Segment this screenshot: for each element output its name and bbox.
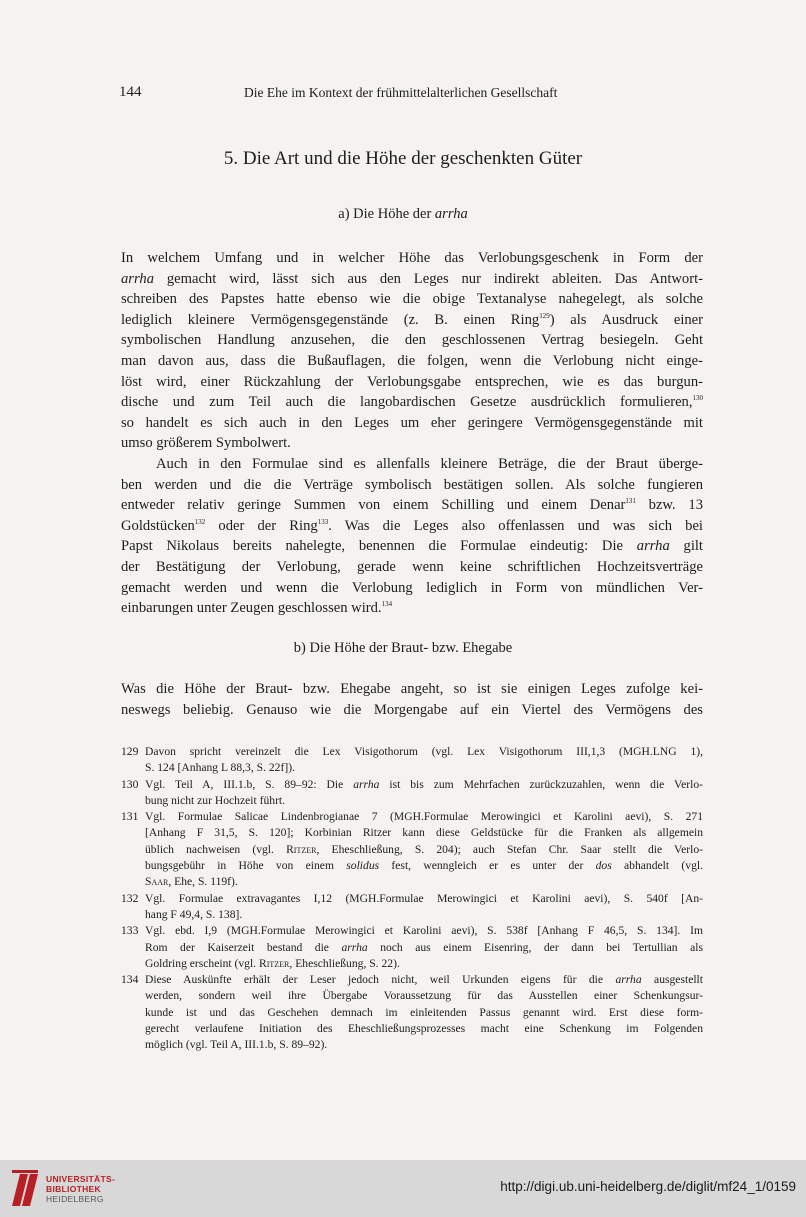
footnote-ref-134[interactable]: 134 (381, 600, 393, 609)
text-line: umso größerem Symbolwert. (121, 435, 291, 452)
footnote-number: 130 (121, 777, 139, 791)
text-line: einbarungen unter Zeugen geschlossen wird.$^{134}$ (121, 600, 393, 617)
footnote-ref-133[interactable]: 133 (317, 517, 329, 526)
page-number: 144 (119, 84, 142, 100)
text-line: löst wird, einer Rückzahlung der Verlobungsgabe entsprechen, wie es das burgun- (121, 373, 703, 390)
text-line: arrha gemacht wird, lässt sich aus den Leges nur indirekt ableiten. Das Antwort- (121, 270, 703, 287)
footnote-number: 132 (121, 891, 139, 905)
library-logo-icon[interactable] (10, 1168, 40, 1208)
footnote-ref-130[interactable]: 130 (692, 394, 703, 403)
footnote-134: 134 Diese Auskünfte erhält der Leser jedoch nicht, weil Urkunden eigens für die arrha ausgestellt werden, sondern weil ihre Übergabe Voraussetzung für das Ausstellen einer Schenkungsur- kunde ist und das Geschehen demnach im einleitenden Passus genannt wird. Erst diese form- gerecht verlaufene Initiation des Eheschließungsprozesses macht eine Schenkung im Folgenden möglich (vgl. Teil A, III.1.b, S. 89–92). (121, 973, 703, 1052)
text-line: symbolischen Handlung anzusehen, die den geschlossenen Vertrag besiegeln. Geht (121, 332, 703, 349)
text-line: ben werden und die die Verträge symbolisch bestätigen sollen. Als solche fungieren (121, 476, 703, 493)
text-line: Was die Höhe der Braut- bzw. Ehegabe angeht, so ist sie einigen Leges zufolge kei- (121, 681, 703, 697)
text-line: dische und zum Teil auch die langobardischen Gesetze ausdrücklich formulieren,$^{130}$ (121, 394, 703, 411)
text-line: Goldstücken$^{132}$ oder der Ring$^{133}$. Was die Leges also offenlassen und was sich bei (121, 517, 703, 534)
chapter-title: 5. Die Art und die Höhe der geschenkten Güter (223, 148, 583, 169)
footnote-number: 133 (121, 924, 139, 938)
text-line: gemacht werden und wenn die Verlobung lediglich in Form von mündlichen Ver- (121, 579, 703, 596)
text-line: schreiben des Papstes hatte ebenso wie die obige Textanalyse nahegelegt, als solche (121, 291, 703, 308)
text-line: Auch in den Formulae sind es allenfalls kleinere Beträge, die der Braut überge- (156, 455, 703, 472)
footnotes (121, 744, 703, 1054)
text-line: neswegs beliebig. Genauso wie die Morgengabe auf ein Viertel des Vermögens des (121, 701, 703, 718)
text-line: Papst Nikolaus bereits nahelegte, benennen die Formulae eindeutig: Die arrha gilt (121, 538, 703, 555)
text-line: In welchem Umfang und in welcher Höhe das Verlobungsgeschenk in Form der (121, 250, 703, 266)
text-line: der Bestätigung der Verlobung, gerade wenn keine schriftlichen Hochzeitsverträge (121, 558, 703, 575)
viewer-footer (0, 1160, 806, 1217)
footnote-number: 129 (121, 745, 139, 758)
footnote-ref-132[interactable]: 132 (194, 517, 206, 526)
footnote-number: 131 (121, 810, 139, 824)
running-head: Die Ehe im Kontext der frühmittelalterlichen Gesellschaft (244, 85, 558, 100)
section-a-body (121, 248, 703, 619)
footnote-130: 130 Vgl. Teil A, III.1.b, S. 89–92: Die arrha ist bis zum Mehrfachen zurückzuzahlen, wenn die Verlo- bung nicht zur Hochzeit führt. (121, 777, 703, 807)
text-line: entweder relativ geringe Summen von einem Schilling und einem Denar$^{131}$ bzw. 13 (121, 497, 703, 514)
library-logo-text: UNIVERSITÄTS- BIBLIOTHEK HEIDELBERG (46, 1174, 116, 1204)
footnote-ref-129[interactable]: 129 (539, 311, 550, 320)
footnote-number: 134 (121, 973, 139, 987)
text-line: lediglich kleinere Vermögensgegenstände (z. B. einen Ring$^{129}$) als Ausdruck einer (121, 311, 704, 328)
footnote-131: 131 Vgl. Formulae Salicae Lindenbrogianae 7 (MGH.Formulae Merowingici et Karolini aevi), S. 271 [Anhang F 31,5, S. 120]; Korbinian Ritzer kann diese Geldstücke für die Franken als allgemein üblich nachweisen (vgl. Ritzer, Eheschließung, S. 204); auch Stefan Chr. Saar stellt die Verlo- bungsgebühr in Höhe von einem solidus fest, wenngleich er es unter der dos abhandelt (vgl. Saar, Ehe, S. 119f). (121, 810, 704, 889)
section-a-title: a) Die Höhe der arrha (338, 206, 468, 222)
section-b-title: b) Die Höhe der Braut- bzw. Ehegabe (293, 640, 513, 656)
section-b-body (121, 679, 703, 720)
footnote-ref-131[interactable]: 131 (625, 497, 636, 506)
text-line: so handelt es sich auch in den Leges um eher geringere Vermögensgegenstände mit (121, 414, 703, 431)
permalink-url[interactable]: http://digi.ub.uni-heidelberg.de/diglit/mf24_1/0159 (500, 1179, 796, 1194)
footnote-132: 132 Vgl. Formulae extravagantes I,12 (MGH.Formulae Merowingici et Karolini aevi), S. 540f [An- hang F 49,4, S. 138]. (121, 891, 703, 921)
footnote-133: 133 Vgl. ebd. I,9 (MGH.Formulae Merowingici et Karolini aevi), S. 538f [Anhang F 46,5, S. 134]. Im Rom der Kaiserzeit bestand die arrha noch aus einem Eisenring, der dann bei Tertullian als Goldring erscheint (vgl. Ritzer, Eheschließung, S. 22). (121, 924, 703, 970)
text-line: man davon aus, dass die Bußauflagen, die folgen, wenn die Verlobung nicht einge- (121, 352, 703, 369)
footnote-129: 129 Davon spricht vereinzelt die Lex Visigothorum (vgl. Lex Visigothorum III,1,3 (MGH.LNG 1), S. 124 [Anhang L 88,3, S. 22f]). (121, 745, 703, 775)
